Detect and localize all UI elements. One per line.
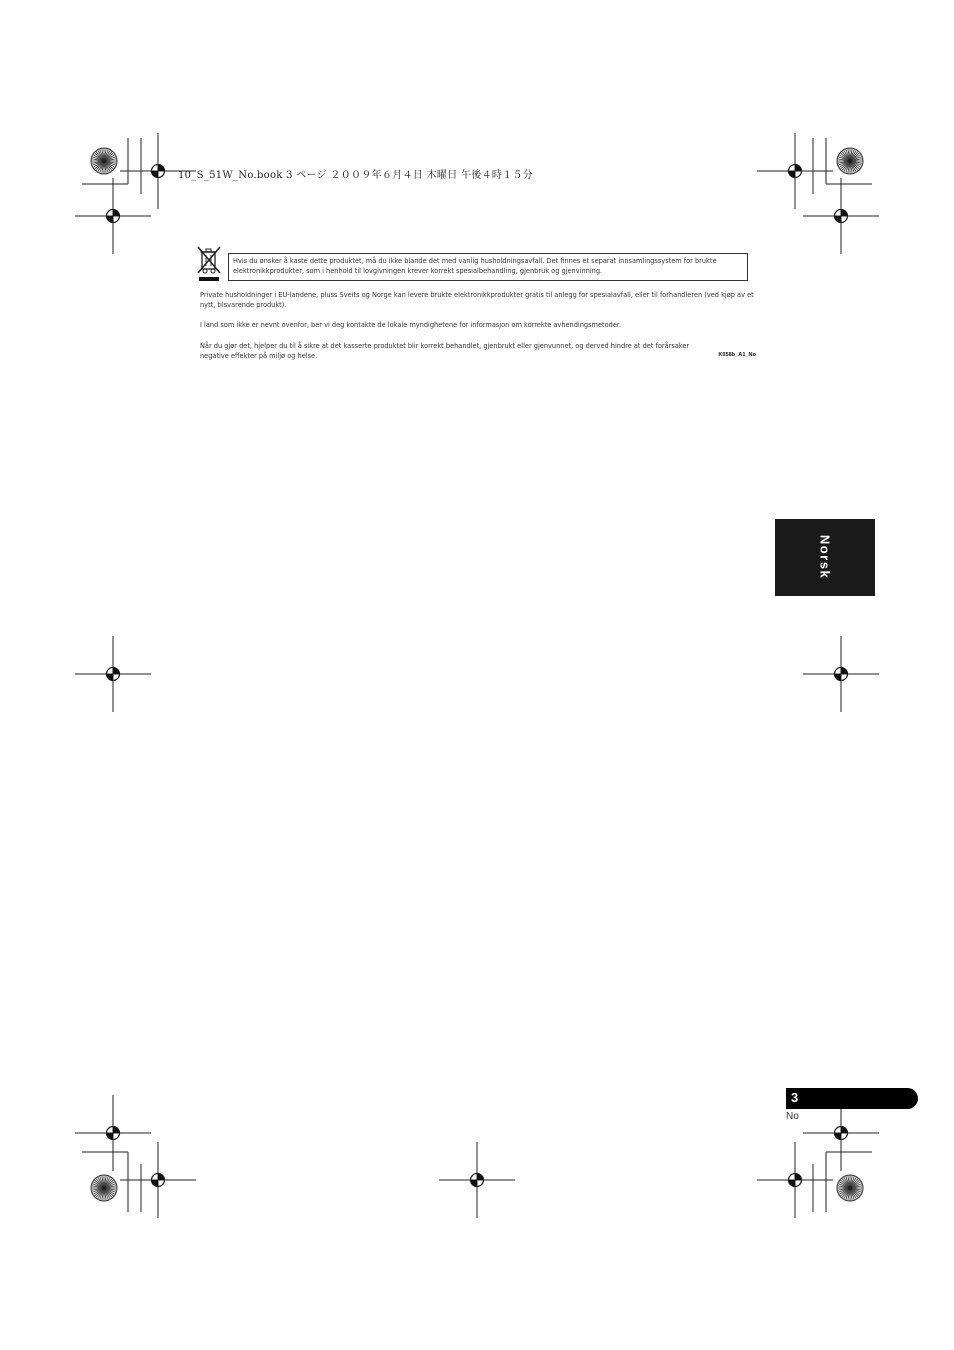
starburst-target-icon — [91, 148, 117, 174]
crosshair-registration-mark-icon — [75, 1095, 151, 1171]
crosshair-registration-mark-icon — [439, 1142, 515, 1218]
page-number-pill — [786, 1088, 918, 1109]
language-side-tab — [775, 519, 875, 596]
crosshair-registration-mark-icon — [757, 133, 833, 209]
reference-code: K058b_A1_No — [718, 352, 756, 358]
disposal-paragraph-2: I land som ikke er nevnt ovenfor, ber vi deg kontakte de lokale myndighetene for informasjon om korrekte avhendingsmetoder. — [200, 321, 622, 329]
crosshair-registration-mark-icon — [757, 1142, 833, 1218]
crosshair-registration-mark-icon — [75, 178, 151, 254]
starburst-target-icon — [837, 148, 863, 174]
starburst-target-icon — [91, 1175, 117, 1201]
disposal-paragraph-1: Private husholdninger i EU-landene, pluss Sveits og Norge kan levere brukte elektronikkprodukter gratis til anlegg for spesialavfall, eller til forhandleren (ved kjøp av et nytt, tilsvarende produkt). — [200, 291, 754, 309]
crosshair-registration-mark-icon — [803, 636, 879, 712]
page-language-code: No — [786, 1111, 799, 1122]
disposal-notice-box — [228, 253, 748, 281]
starburst-target-icon — [837, 1175, 863, 1201]
disposal-paragraph-3: Når du gjør det, hjelper du til å sikre at det kasserte produktet blir korrekt behandlet, gjenbrukt eller gjenvunnet, og derved hindre at det forårsaker negative effekter på miljø og helse. — [200, 342, 690, 360]
language-tab-label: Norsk — [817, 534, 833, 580]
print-header-line: 10_S_51W_No.book 3 ページ ２００９年６月４日 木曜日 午後４時１５分 — [178, 170, 534, 181]
crossed-out-wheeled-bin-icon — [196, 244, 222, 282]
disposal-notice-text: Hvis du ønsker å kaste dette produktet, må du ikke blande det med vanlig husholdningsavfall. Det finnes et separat innsamlingssystem for brukte elektronikkprodukter, som i henhold til lovgivningen krever korrekt spesialbehandling, gjenbruk og gjenvinning. — [233, 257, 717, 275]
crosshair-registration-mark-icon — [803, 178, 879, 254]
crosshair-registration-mark-icon — [120, 1142, 196, 1218]
crosshair-registration-mark-icon — [75, 636, 151, 712]
page-number: 3 — [791, 1090, 799, 1105]
